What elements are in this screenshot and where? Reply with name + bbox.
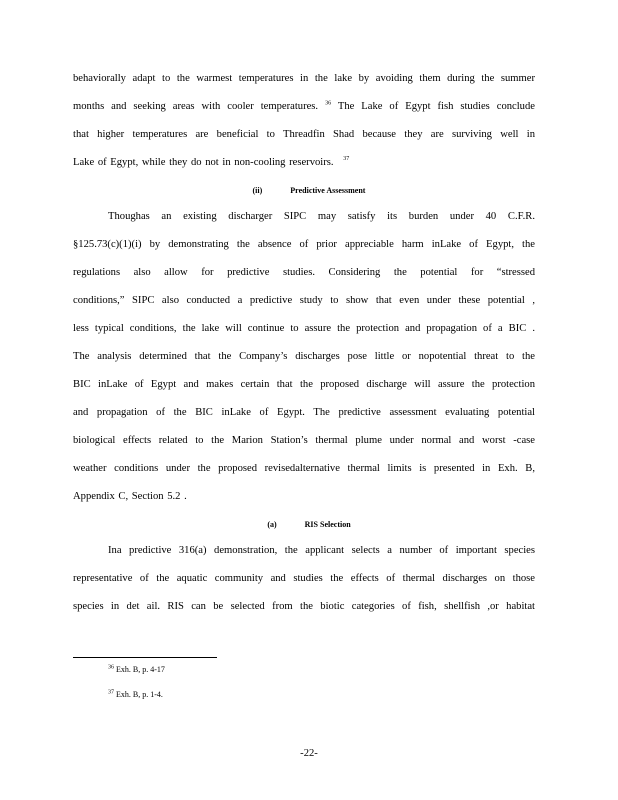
body-line-with-note	[73, 156, 535, 170]
section-heading-ii	[0, 186, 618, 195]
body-line-with-note	[73, 100, 535, 114]
section-heading-title: RIS Selection	[304, 520, 351, 529]
body-line: conditions,” SIPC also conducted a predictive study to show that even under these potential ,	[73, 295, 535, 306]
body-line: Thoughas an existing discharger SIPC may satisfy its burden under 40 C.F.R.	[108, 211, 535, 222]
body-line: The analysis determined that the Company’s discharges pose little or nopotential threat to the	[73, 351, 535, 362]
footnote-divider	[73, 657, 217, 658]
footnote-36	[108, 665, 165, 675]
body-line: regulations also allow for predictive studies. Considering the potential for “stressed	[73, 267, 535, 278]
body-line: Appendix C, Section 5.2 .	[73, 491, 187, 502]
body-line: representative of the aquatic community and studies the effects of thermal discharges on those	[73, 573, 535, 584]
footnote-37	[108, 690, 163, 700]
footnote-text: Exh. B, p. 4-17	[116, 665, 165, 674]
footnote-text: Exh. B, p. 1-4.	[116, 690, 163, 699]
section-heading-title: Predictive Assessment	[290, 186, 366, 195]
page-number: -22-	[300, 748, 318, 759]
body-line-text: months and seeking areas with cooler temperatures.	[73, 101, 319, 112]
section-heading-tag: (a)	[267, 520, 277, 529]
body-line-text: The Lake of Egypt fish studies conclude	[337, 101, 535, 112]
body-line: BIC inLake of Egypt and makes certain that the proposed discharge will assure the protection	[73, 379, 535, 390]
footnote-number: 36	[108, 664, 114, 671]
body-line: species in det ail. RIS can be selected from the biotic categories of fish, shellfish ,or habitat	[73, 601, 535, 612]
section-heading-tag: (ii)	[252, 186, 263, 195]
body-line: Ina predictive 316(a) demonstration, the applicant selects a number of important species	[108, 545, 535, 556]
footnote-ref-37: 37	[343, 156, 350, 163]
body-line: biological effects related to the Marion Station’s thermal plume under normal and worst -case	[73, 435, 535, 446]
body-line: less typical conditions, the lake will continue to assure the protection and propagation of a BIC .	[73, 323, 535, 334]
footnote-ref-36: 36	[325, 100, 332, 107]
body-line: that higher temperatures are beneficial to Threadfin Shad because they are surviving well in	[73, 129, 535, 140]
body-line-text: Lake of Egypt, while they do not in non-cooling reservoirs.	[73, 157, 334, 168]
body-line: and propagation of the BIC inLake of Egypt. The predictive assessment evaluating potential	[73, 407, 535, 418]
section-heading-a	[0, 520, 618, 529]
body-line: behaviorally adapt to the warmest temperatures in the lake by avoiding them during the summer	[73, 73, 535, 84]
body-line: weather conditions under the proposed revisedalternative thermal limits is presented in Exh. B,	[73, 463, 535, 474]
body-line: §125.73(c)(1)(i) by demonstrating the absence of prior appreciable harm inLake of Egypt, the	[73, 239, 535, 250]
footnote-number: 37	[108, 689, 114, 696]
